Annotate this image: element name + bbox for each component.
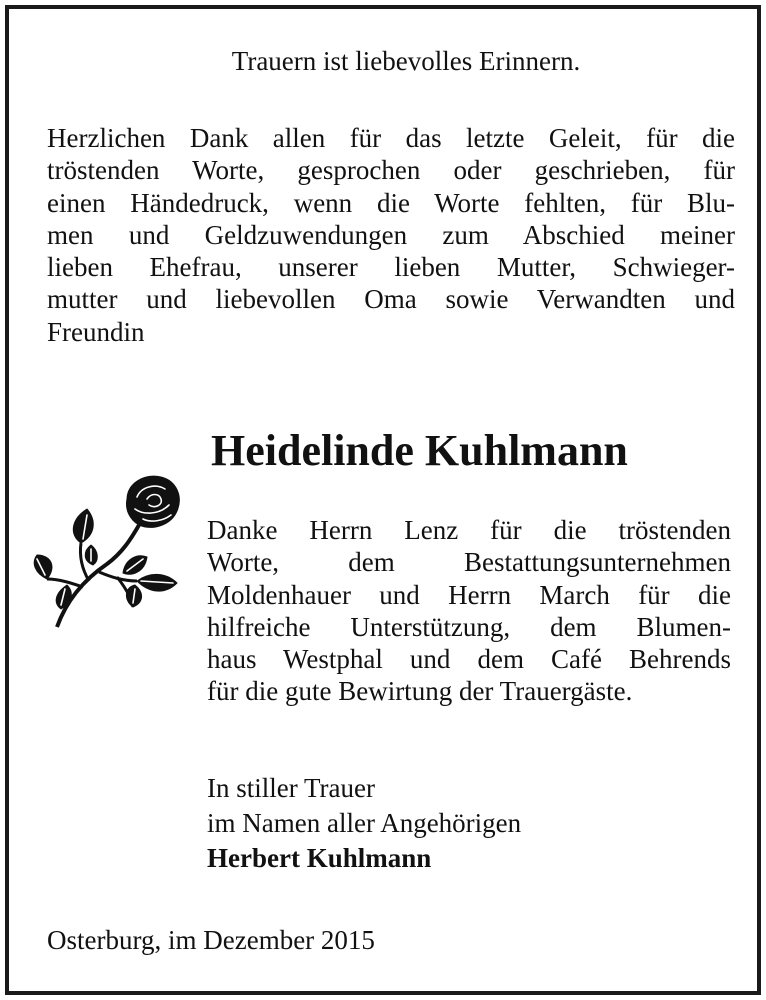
signoff [207,771,521,876]
place-date: Osterburg, im Dezember 2015 [47,925,375,955]
obituary-frame [5,5,761,995]
thanks-line: hilfreiche Unterstützung, dem Blumen- [207,611,731,642]
deceased-name: Heidelinde Kuhlmann [211,426,628,475]
intro-line: Freundin [47,316,145,347]
thanks-line: Moldenhauer und Herrn March für die [207,579,731,610]
intro-line: lieben Ehefrau, unserer lieben Mutter, Schwieger- [47,252,735,283]
intro-line: Herzlichen Dank allen für das letzte Geleit, für die [47,123,735,153]
rose-icon [27,469,195,631]
motto: Trauern ist liebevolles Erinnern. [231,46,581,76]
thanks-line: Danke Herrn Lenz für die tröstenden [207,515,731,545]
signoff-line: im Namen aller Angehörigen [207,808,522,838]
intro-line: mutter und liebevollen Oma sowie Verwandten und [47,284,735,315]
intro-paragraph [47,122,735,348]
signoff-line: In stiller Trauer [207,773,375,803]
intro-line: tröstenden Worte, gesprochen oder geschrieben, für [47,155,735,186]
thanks-line: haus Westphal und dem Café Behrends [207,644,731,675]
thanks-line: Worte, dem Bestattungsunternehmen [207,547,731,578]
intro-line: men und Geldzuwendungen zum Abschied meiner [47,219,735,250]
thanks-paragraph [207,514,731,708]
signoff-name: Herbert Kuhlmann [207,843,432,873]
thanks-line: für die gute Bewirtung der Trauergäste. [207,676,633,707]
intro-line: einen Händedruck, wenn die Worte fehlten, für Blu- [47,187,735,218]
